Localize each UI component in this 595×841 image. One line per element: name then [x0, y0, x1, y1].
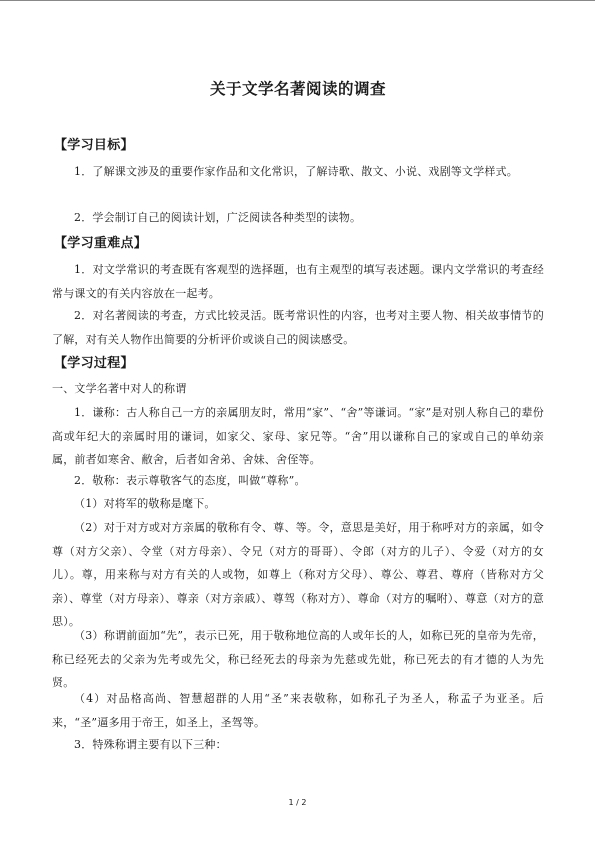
process-item-1: （1）对将军的敬称是麾下。: [74, 497, 216, 510]
page-number: 1 / 2: [288, 798, 307, 807]
top-border-line: [0, 0, 595, 1]
key-points-heading: 【学习重难点】: [54, 236, 148, 251]
process-item-3: （3）称谓前面加“先”，表示已死，用于敬称地位高的人或年长的人，如称已死的皇帝为先帝，称已经死去的父亲为先考或先父，称已经死去的母亲为先慈或先妣，称已死去的有才德的人为先贤。: [52, 629, 544, 689]
document-title: 关于文学名著阅读的调查: [209, 80, 386, 98]
process-item-2: （2）对于对方或对方亲属的敬称有令、尊、等。令，意思是美好，用于称呼对方的亲属，如令尊（对方父亲）、令堂（对方母亲）、令兄（对方的哥哥）、令郎（对方的儿子）、令爱（对方的女儿）。尊，用来称与对方有关的人或物，如尊上（称对方父母）、尊公、尊君、尊府（皆称对方父亲）、尊堂（对方母亲）、尊亲（对方亲戚）、尊驾（称对方）、尊命（对方的嘱咐）、尊意（对方的意思）。: [52, 521, 544, 628]
process-paragraph-respect: 2．敬称：表示尊敬客气的态度，叫做“尊称”。: [74, 474, 306, 487]
process-heading: 【学习过程】: [54, 356, 134, 371]
process-item-4: （4）对品格高尚、智慧超群的人用“圣”来表敬称，如称孔子为圣人，称孟子为亚圣。后来，“圣”逼多用于帝王，如圣上，圣驾等。: [52, 692, 544, 729]
process-paragraph-special: 3．特殊称谓主要有以下三种：: [74, 738, 227, 751]
process-section-title: 一、文学名著中对人的称谓: [52, 382, 187, 395]
goal-paragraph-2: 2．学会制订自己的阅读计划，广泛阅读各种类型的读物。: [74, 211, 362, 224]
process-paragraph-humble: 1．谦称：古人称自己一方的亲属朋友时，常用“家”、“舍”等谦词。“家”是对别人称自己的辈份高或年纪大的亲属时用的谦词，如家父、家母、家兄等。“舍”用以谦称自己的家或自己的单幼亲属，前者如寒舍、敝舍，后者如舍弟、舍妹、舍侄等。: [52, 406, 544, 466]
key-point-paragraph-1: 1．对文学常识的考查既有客观型的选择题，也有主观型的填写表述题。课内文学常识的考查经常与课文的有关内容放在一起考。: [52, 263, 544, 300]
key-point-paragraph-2: 2．对名著阅读的考查，方式比较灵活。既考常识性的内容，也考对主要人物、相关故事情节的了解，对有关人物作出简要的分析评价或谈自己的阅读感受。: [52, 309, 544, 346]
goal-paragraph-1: 1．了解课文涉及的重要作家作品和文化常识，了解诗歌、散文、小说、戏剧等文学样式。: [74, 165, 518, 178]
goals-heading: 【学习目标】: [54, 138, 134, 153]
